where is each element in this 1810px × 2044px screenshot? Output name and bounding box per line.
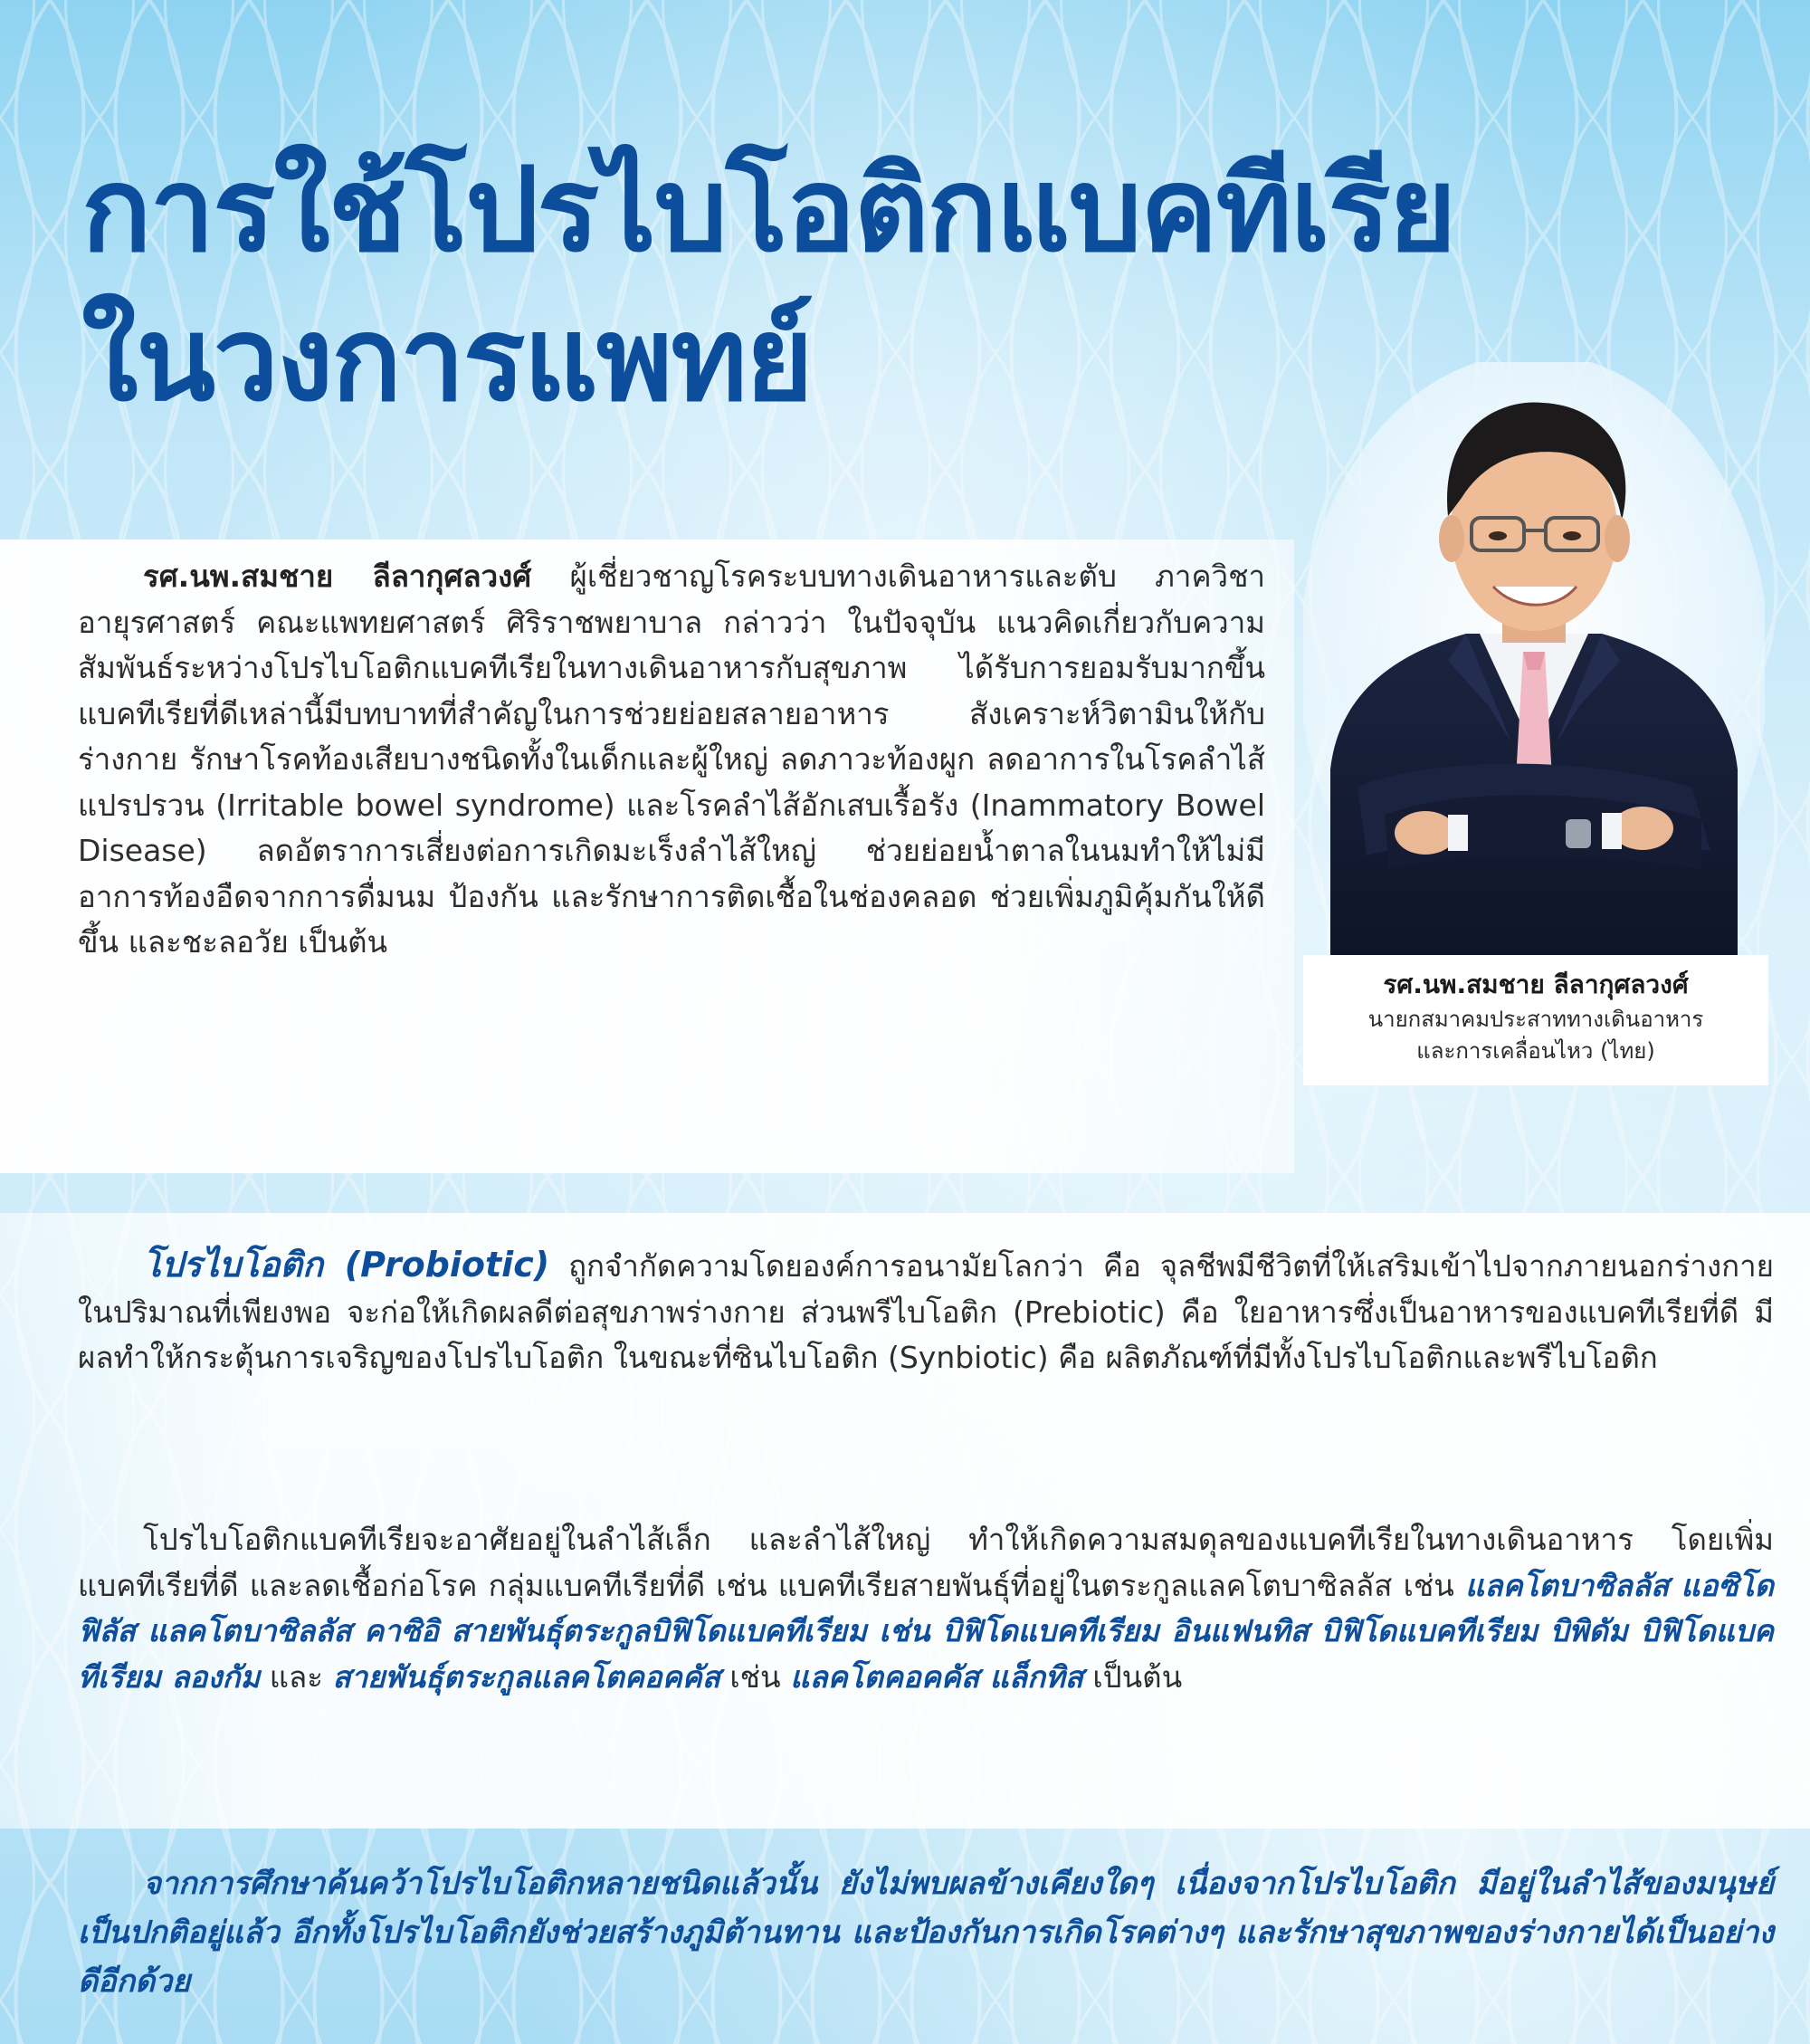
habitat-strains-3: แลคโตคอคคัส แล็กทิส (790, 1658, 1083, 1695)
habitat-paragraph (78, 1517, 1774, 1700)
title-line-1: การใช้โปรไบโอติกแบคทีเรีย (81, 143, 1455, 278)
definition-paragraph (78, 1242, 1774, 1381)
habitat-and: และ (260, 1658, 333, 1695)
caption-name: รศ.นพ.สมชาย ลีลากุศลวงศ์ (1383, 969, 1689, 999)
intro-paragraph (78, 554, 1265, 966)
caption-role-line-1: นายกสมาคมประสาททางเดินอาหาร (1367, 1007, 1704, 1032)
habitat-text: โปรไบโอติกแบคทีเรียจะอาศัยอยู่ในลำไส้เล็ก และลำไส้ใหญ่ ทำให้เกิดความสมดุลของแบคทีเรียในทางเดินอาหาร โดยเพิ่มแบคทีเรียที่ดี และลดเชื้อก่อโรค กลุ่มแบคทีเรียที่ดี เช่น แบคทีเรียสายพันธุ์ที่อยู่ในตระกูลแลคโตบาซิลลัส เช่น (78, 1522, 1774, 1603)
habitat-strains-1: แลคโตบาซิลลัส แอซิโดฟิลัส แลคโตบาซิลลัส คาซิอิ สายพันธุ์ตระกูลบิฟิโดแบคทีเรียม เช่น บิฟิโดแบคทีเรียม อินแฟนทิส บิฟิโดแบคทีเรียม บิพิดัม บิฟิโดแบคทีเรียม ลองกัม (78, 1567, 1774, 1695)
title-line-2: ในวงการแพทย์ (81, 292, 812, 427)
intro-author-name: รศ.นพ.สมชาย ลีลากุศลวงศ์ (143, 559, 532, 594)
doctor-portrait (1303, 362, 1765, 960)
habitat-end: เป็นต้น (1082, 1658, 1183, 1695)
doctor-portrait-icon (1303, 362, 1765, 960)
habitat-such-as: เช่น (719, 1658, 791, 1695)
caption-role-line-2: และการเคลื่อนไหว (ไทย) (1416, 1038, 1655, 1064)
photo-caption (1303, 955, 1768, 1085)
conclusion-text: จากการศึกษาค้นคว้าโปรไบโอติกหลายชนิดแล้วนั้น ยังไม่พบผลข้างเคียงใดๆ เนื่องจากโปรไบโอติก มีอยู่ในลำไส้ของมนุษย์เป็นปกติอยู่แล้ว อีกทั้งโปรไบโอติกยังช่วยสร้างภูมิต้านทาน และป้องกันการเกิดโรคต่างๆ และรักษาสุขภาพของร่างกายได้เป็นอย่างดีอีกด้วย (78, 1866, 1774, 2000)
definition-term: โปรไบโอติก (Probiotic) (143, 1245, 550, 1285)
definition-text: ถูกจำกัดความโดยองค์การอนามัยโลกว่า คือ จุลชีพมีชีวิตที่ให้เสริมเข้าไปจากภายนอกร่างกาย ในปริมาณที่เพียงพอ จะก่อให้เกิดผลดีต่อสุขภาพร่างกาย ส่วนพรีไบโอติก (Prebiotic) คือ ใยอาหารซึ่งเป็นอาหารของแบคทีเรียที่ดี มีผลทำให้กระตุ้นการเจริญของโปรไบโอติก ในขณะที่ซินไบโอติก (Synbiotic) คือ ผลิตภัณฑ์ที่มีทั้งโปรไบโอติกและพรีไบโอติก (78, 1248, 1775, 1375)
habitat-strains-2: สายพันธุ์ตระกูลแลคโตคอคคัส (332, 1658, 720, 1695)
intro-text: ผู้เชี่ยวชาญโรคระบบทางเดินอาหารและตับ ภาควิชาอายุรศาสตร์ คณะแพทยศาสตร์ ศิริราชพยาบาล กล่าวว่า ในปัจจุบัน แนวคิดเกี่ยวกับความสัมพันธ์ระหว่างโปรไบโอติกแบคทีเรียในทางเดินอาหารกับสุขภาพ ได้รับการยอมรับมากขึ้น แบคทีเรียที่ดีเหล่านี้มีบทบาทที่สำคัญในการช่วยย่อยสลายอาหาร สังเคราะห์วิตามินให้กับร่างกาย รักษาโรคท้องเสียบางชนิดทั้งในเด็กและผู้ใหญ่ ลดภาวะท้องผูก ลดอาการในโรคลำไส้แปรปรวน (Irritable bowel syndrome) และโรคลำไส้อักเสบเรื้อรัง (Inammatory Bowel Disease) ลดอัตราการเสี่ยงต่อการเกิดมะเร็งลำไส้ใหญ่ ช่วยย่อยน้ำตาลในนมทำให้ไม่มีอาการท้องอืดจากการดื่มนม ป้องกัน และรักษาการติดเชื้อในช่องคลอด ช่วยเพิ่มภูมิคุ้มกันให้ดีขึ้น และชะลอวัย เป็นต้น (78, 559, 1265, 960)
conclusion-paragraph (78, 1859, 1774, 2006)
